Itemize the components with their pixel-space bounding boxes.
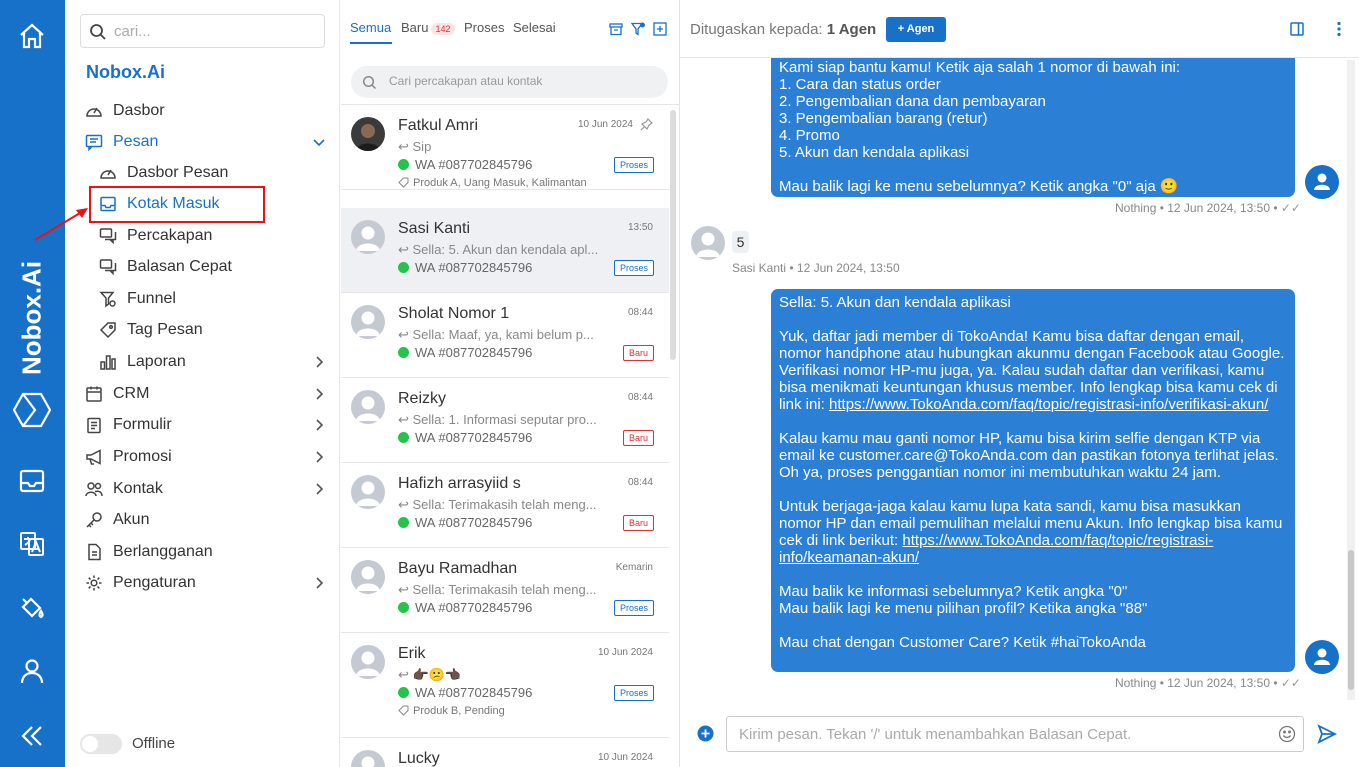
online-toggle[interactable] bbox=[80, 734, 122, 754]
chevron-right-icon bbox=[312, 450, 326, 464]
conversation-search-placeholder: Cari percakapan atau kontak bbox=[389, 74, 543, 88]
conversation-time: 13:50 bbox=[627, 222, 653, 233]
status-badge: Baru bbox=[623, 515, 654, 531]
nav-label: Berlangganan bbox=[113, 543, 213, 560]
chat-panel bbox=[680, 0, 1359, 767]
tag-icon bbox=[398, 177, 409, 188]
chevron-right-icon bbox=[312, 355, 326, 369]
last-message: ↩ Sella: 5. Akun dan kendala apl... bbox=[398, 242, 599, 257]
status-badge: Baru bbox=[623, 345, 654, 361]
conversation-tags bbox=[398, 177, 587, 189]
conversation-name: Lucky bbox=[398, 750, 440, 767]
chevron-right-icon bbox=[312, 482, 326, 496]
avatar bbox=[351, 305, 385, 339]
highlight-box bbox=[89, 186, 265, 223]
status-badge: Baru bbox=[623, 430, 654, 446]
whatsapp-number-text: WA #087702845796 bbox=[415, 600, 533, 615]
status-badge: Proses bbox=[614, 685, 654, 701]
gear-icon bbox=[85, 574, 103, 592]
app-rail bbox=[0, 0, 65, 767]
sidebar bbox=[65, 0, 340, 767]
conversation-list bbox=[341, 0, 680, 767]
message-meta bbox=[1115, 676, 1301, 690]
last-message-text: Sella: 5. Akun dan kendala apl... bbox=[412, 242, 599, 257]
sidebar-search-input[interactable] bbox=[80, 14, 325, 48]
incoming-message: 5 bbox=[732, 231, 749, 253]
conversation-time: 10 Jun 2024 bbox=[577, 119, 633, 130]
conversation-name: Hafizh arrasyiid s bbox=[398, 475, 521, 492]
status-badge: Proses bbox=[614, 600, 654, 616]
send-icon[interactable] bbox=[1317, 724, 1337, 744]
last-message-text: Sella: Terimakasih telah meng... bbox=[412, 497, 597, 512]
conversation-name: Reizky bbox=[398, 390, 447, 407]
tab-baru-label: Baru bbox=[401, 20, 429, 35]
conversation-name: Sasi Kanti bbox=[398, 220, 471, 237]
search-icon bbox=[89, 23, 107, 41]
conversation-item[interactable] bbox=[341, 548, 669, 633]
inbox-icon[interactable] bbox=[18, 467, 46, 495]
whatsapp-number bbox=[398, 430, 532, 445]
whatsapp-icon bbox=[398, 262, 409, 273]
conversation-item[interactable] bbox=[341, 633, 669, 738]
document-icon bbox=[85, 543, 103, 561]
nav-label: Promosi bbox=[113, 448, 172, 465]
whatsapp-number bbox=[398, 260, 532, 275]
avatar bbox=[351, 390, 385, 424]
conversation-search-input[interactable] bbox=[351, 66, 668, 98]
tab-selesai[interactable]: Selesai bbox=[513, 20, 556, 35]
whatsapp-number bbox=[398, 345, 532, 360]
sidebar-search-placeholder: cari... bbox=[114, 23, 151, 40]
message-text: Kami siap bantu kamu! Ketik aja salah 1 nomor di bawah ini: 1. Cara dan status order 2. Pengembalian dana dan pembayaran 3. Pengembalian barang (retur) 4. Promo 5. Akun dan kendala aplikasi Mau balik lagi ke menu sebelumnya? Ketik angka "0" aja 🙂 bbox=[779, 59, 1181, 195]
last-message-text: Sella: Maaf, ya, kami belum p... bbox=[412, 327, 594, 342]
bot-avatar bbox=[1305, 640, 1339, 674]
funnel-icon bbox=[99, 290, 117, 308]
nav-label: Akun bbox=[113, 511, 150, 528]
nav-label: CRM bbox=[113, 385, 150, 402]
nav-label: Dasbor bbox=[113, 102, 165, 119]
hexagon-logo-icon bbox=[13, 392, 51, 428]
home-icon[interactable] bbox=[18, 22, 46, 50]
conversation-item[interactable] bbox=[341, 738, 669, 767]
chat-bubbles-icon bbox=[99, 227, 117, 245]
conversation-time: Kemarin bbox=[615, 562, 653, 573]
search-icon bbox=[362, 75, 377, 90]
status-badge: Proses bbox=[614, 157, 654, 173]
message-link[interactable]: https://www.TokoAnda.com/faq/topic/registrasi-info/keamanan-akun/ bbox=[779, 532, 1214, 566]
last-message: ↩ Sip bbox=[398, 139, 432, 154]
message-text: Mau balik ke informasi sebelumnya? Ketik angka "0" Mau balik lagi ke menu pilihan profil? Ketika angka "88" bbox=[779, 583, 1148, 617]
nav-dasbor-pesan[interactable] bbox=[65, 158, 340, 188]
nav-label: Laporan bbox=[127, 353, 186, 370]
scrollbar-thumb[interactable] bbox=[1348, 550, 1354, 690]
avatar bbox=[351, 117, 385, 151]
assigned-label: Ditugaskan kepada: bbox=[690, 21, 823, 38]
bot-avatar bbox=[1305, 165, 1339, 199]
annotation-arrow bbox=[30, 200, 95, 245]
last-message-text: Sella: 1. Informasi seputar pro... bbox=[412, 412, 597, 427]
user-icon[interactable] bbox=[18, 657, 46, 685]
nav-label: Funnel bbox=[127, 290, 176, 307]
message-meta-text: Nothing • 12 Jun 2024, 13:50 • bbox=[1115, 201, 1278, 215]
conversation-time: 08:44 bbox=[627, 477, 653, 488]
nav-pesan[interactable] bbox=[65, 127, 340, 157]
whatsapp-icon bbox=[398, 432, 409, 443]
nav-laporan[interactable] bbox=[65, 347, 340, 377]
nav-label: Kontak bbox=[113, 480, 163, 497]
chat-header bbox=[680, 0, 1359, 58]
filter-icon[interactable] bbox=[631, 22, 645, 36]
nav-tag-pesan[interactable] bbox=[65, 315, 340, 345]
conversation-item[interactable] bbox=[341, 293, 669, 378]
nav-label: Pengaturan bbox=[113, 574, 196, 591]
megaphone-icon bbox=[85, 448, 103, 466]
whatsapp-number-text: WA #087702845796 bbox=[415, 515, 533, 530]
conversation-name: Erik bbox=[398, 645, 426, 662]
double-chevron-left-icon[interactable] bbox=[18, 722, 46, 750]
conversation-time: 10 Jun 2024 bbox=[597, 752, 653, 763]
message-input[interactable] bbox=[726, 716, 1304, 752]
whatsapp-number bbox=[398, 600, 532, 615]
chevron-right-icon bbox=[312, 418, 326, 432]
conversation-list-scrollbar[interactable] bbox=[670, 110, 676, 360]
chevron-down-icon bbox=[312, 135, 326, 149]
conversation-name: Sholat Nomor 1 bbox=[398, 305, 510, 322]
incoming-message-meta: Sasi Kanti • 12 Jun 2024, 13:50 bbox=[732, 261, 900, 275]
rail-brand: Nobox.Ai bbox=[16, 260, 47, 375]
chevron-right-icon bbox=[312, 576, 326, 590]
whatsapp-number bbox=[398, 685, 532, 700]
avatar bbox=[351, 645, 385, 679]
message-meta-text: Nothing • 12 Jun 2024, 13:50 • bbox=[1115, 676, 1278, 690]
last-message: ↩ Sella: 1. Informasi seputar pro... bbox=[398, 412, 597, 427]
outgoing-message bbox=[771, 52, 1295, 197]
whatsapp-icon bbox=[398, 517, 409, 528]
avatar bbox=[351, 220, 385, 254]
tags-text: Produk A, Uang Masuk, Kalimantan bbox=[413, 177, 587, 189]
archive-icon[interactable] bbox=[609, 22, 623, 36]
conversation-item[interactable] bbox=[341, 378, 669, 463]
outgoing-message bbox=[771, 289, 1295, 672]
conversation-name: Fatkul Amri bbox=[398, 117, 479, 134]
nav-formulir[interactable] bbox=[65, 410, 340, 440]
conversation-name: Bayu Ramadhan bbox=[398, 560, 518, 577]
message-text: Yuk, daftar jadi member di TokoAnda! Kamu bisa daftar dengan email, nomor handphone atau hubungkan akunmu dengan Facebook atau Google. Verifikasi nomor HP-mu juga, ya. Kalau sudah daftar dan verifikasi, kamu bisa menikmati keuntungan khusus member. Info lengkap bisa kamu cek di link ini: bbox=[779, 328, 1289, 413]
conversation-time: 08:44 bbox=[627, 392, 653, 403]
whatsapp-number-text: WA #087702845796 bbox=[415, 430, 533, 445]
tab-semua[interactable]: Semua bbox=[350, 20, 392, 35]
conversation-time: 10 Jun 2024 bbox=[597, 647, 653, 658]
clipboard-icon bbox=[85, 416, 103, 434]
tab-baru[interactable] bbox=[401, 20, 455, 35]
whatsapp-icon bbox=[398, 347, 409, 358]
whatsapp-number bbox=[398, 515, 532, 530]
conversation-item[interactable] bbox=[341, 463, 669, 548]
nav-berlangganan[interactable] bbox=[65, 537, 340, 567]
whatsapp-icon bbox=[398, 159, 409, 170]
last-message-text: Sip bbox=[412, 139, 432, 154]
gauge-icon bbox=[85, 102, 103, 120]
tags-text: Produk B, Pending bbox=[413, 705, 505, 717]
emoji-icon[interactable] bbox=[1278, 725, 1296, 743]
whatsapp-number-text: WA #087702845796 bbox=[415, 685, 533, 700]
nav-label: Percakapan bbox=[127, 227, 213, 244]
last-message: ↩ Sella: Terimakasih telah meng... bbox=[398, 582, 597, 597]
avatar bbox=[351, 560, 385, 594]
last-message: ↩ Sella: Maaf, ya, kami belum p... bbox=[398, 327, 594, 342]
conversation-tags bbox=[398, 705, 505, 717]
calendar-icon bbox=[85, 385, 103, 403]
new-conversation-icon[interactable] bbox=[653, 22, 667, 36]
nav-promosi[interactable] bbox=[65, 442, 340, 472]
conversation-time: 08:44 bbox=[627, 307, 653, 318]
nav-funnel[interactable] bbox=[65, 284, 340, 314]
nav-label: Formulir bbox=[113, 416, 172, 433]
last-message: ↩ 👉🏿😕👈🏿 bbox=[398, 667, 462, 682]
add-attachment-icon[interactable] bbox=[697, 725, 714, 742]
assigned-info bbox=[690, 21, 876, 38]
brand-name: Nobox.Ai bbox=[86, 62, 165, 82]
last-message-text: 👉🏿😕👈🏿 bbox=[412, 667, 462, 682]
conversation-item-selected[interactable] bbox=[341, 208, 669, 293]
nav-pengaturan[interactable] bbox=[65, 568, 340, 598]
active-tab-indicator bbox=[350, 42, 392, 44]
tab-proses[interactable]: Proses bbox=[464, 20, 505, 35]
read-check-icon: ✓✓ bbox=[1280, 676, 1301, 690]
paint-bucket-icon[interactable] bbox=[18, 593, 46, 621]
last-message: ↩ Sella: Terimakasih telah meng... bbox=[398, 497, 597, 512]
whatsapp-icon bbox=[398, 687, 409, 698]
conversation-item[interactable] bbox=[341, 105, 669, 190]
more-vertical-icon[interactable] bbox=[1332, 21, 1346, 37]
nav-akun[interactable] bbox=[65, 505, 340, 535]
message-text: Untuk berjaga-jaga kalau kamu lupa kata sandi, kamu bisa masukkan nomor HP dan email pemulihan melalui menu Akun. Info lengkap bisa kamu cek di link berikut: bbox=[779, 498, 1287, 549]
nav-dasbor[interactable] bbox=[65, 96, 340, 126]
message-icon bbox=[85, 133, 103, 151]
nav-label: Dasbor Pesan bbox=[127, 164, 229, 181]
whatsapp-icon bbox=[398, 602, 409, 613]
last-message-text: Sella: Terimakasih telah meng... bbox=[412, 582, 597, 597]
chat-scrollbar[interactable] bbox=[1347, 60, 1355, 700]
add-agent-button[interactable]: + Agen bbox=[886, 17, 946, 42]
nav-crm[interactable] bbox=[65, 379, 340, 409]
key-icon bbox=[85, 511, 103, 529]
nav-balasan-cepat[interactable] bbox=[65, 252, 340, 282]
whatsapp-number-text: WA #087702845796 bbox=[415, 260, 533, 275]
bar-chart-icon bbox=[99, 353, 117, 371]
message-input-placeholder: Kirim pesan. Tekan '/' untuk menambahkan Balasan Cepat. bbox=[739, 726, 1132, 743]
tag-icon bbox=[398, 705, 409, 716]
message-text: Kalau kamu mau ganti nomor HP, kamu bisa kirim selfie dengan KTP via email ke customer.care@TokoAnda.com dan pastikan fotonya terlihat jelas. Oh ya, proses penggantian nomor ini membutuhkan waktu 24 jam. bbox=[779, 430, 1283, 481]
message-link[interactable]: https://www.TokoAnda.com/faq/topic/registrasi-info/verifikasi-akun/ bbox=[829, 396, 1269, 413]
count-badge: 142 bbox=[431, 23, 454, 35]
contact-avatar bbox=[691, 226, 725, 260]
tag-icon bbox=[99, 321, 117, 339]
assigned-value: 1 Agen bbox=[826, 21, 877, 38]
nav-label: Pesan bbox=[113, 133, 159, 150]
chevron-right-icon bbox=[312, 387, 326, 401]
quick-reply-icon bbox=[99, 258, 117, 276]
users-icon bbox=[85, 480, 103, 498]
avatar bbox=[351, 750, 385, 767]
nav-label: Balasan Cepat bbox=[127, 258, 232, 275]
read-check-icon: ✓✓ bbox=[1280, 201, 1301, 215]
pin-icon[interactable] bbox=[640, 118, 653, 131]
nav-label: Kotak Masuk bbox=[127, 195, 220, 212]
status-badge: Proses bbox=[614, 260, 654, 276]
avatar bbox=[351, 475, 385, 509]
message-meta bbox=[1115, 201, 1301, 215]
gauge-icon bbox=[99, 164, 117, 182]
whatsapp-number-text: WA #087702845796 bbox=[415, 157, 533, 172]
nav-kontak[interactable] bbox=[65, 474, 340, 504]
message-text: Sella: 5. Akun dan kendala aplikasi bbox=[779, 294, 1011, 311]
online-status-label: Offline bbox=[132, 735, 176, 752]
whatsapp-number-text: WA #087702845796 bbox=[415, 345, 533, 360]
translate-icon[interactable] bbox=[18, 530, 46, 558]
sidebar-panel-icon[interactable] bbox=[1289, 21, 1305, 37]
message-text: Mau chat dengan Customer Care? Ketik #haiTokoAnda bbox=[779, 634, 1146, 651]
whatsapp-number bbox=[398, 157, 532, 172]
nav-percakapan[interactable] bbox=[65, 221, 340, 251]
nav-label: Tag Pesan bbox=[127, 321, 203, 338]
